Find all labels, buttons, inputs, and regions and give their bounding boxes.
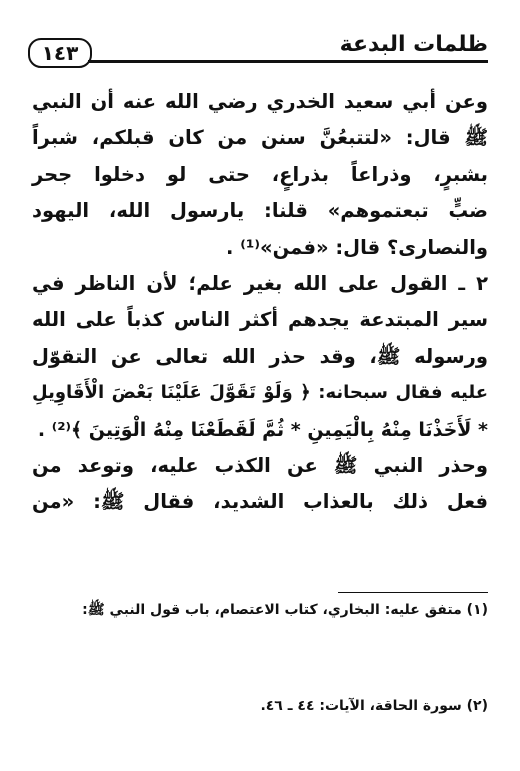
quran-verse-line: عليه فقال سبحانه: ﴿ وَلَوْ تَقَوَّلَ عَلَيْنَا بَعْضَ الْأَقَاوِيلِ [32,382,488,404]
text-line: سير المبتدعة يجدهم أكثر الناس كذباً على الله [32,308,488,332]
text-line: ٢ ـ القول على الله بغير علم؛ لأن الناظر في [32,272,488,296]
header-rule [88,60,488,63]
footnote-line [32,622,488,646]
page-header [28,30,488,70]
footnote-line [32,670,488,694]
footnote-line [32,646,488,670]
text-line: ضبٍّ تبعتموهم» قلنا: يارسول الله، اليهود [32,199,488,223]
footnote-line: (٢) سورة الحاقة، الآيات: ٤٤ ـ ٤٦. [260,698,488,714]
footnote-separator [338,592,488,593]
text-line: ﷺ قال: «لتتبعُنَّ سنن من كان قبلكم، شبراً [32,126,488,150]
text-line: فعل ذلك بالعذاب الشديد، فقال ﷺ: «من [32,490,488,514]
text-line: وحذر النبي ﷺ عن الكذب عليه، وتوعد من [32,454,488,478]
footnotes [32,598,488,718]
running-title: ظلمات البدعة [339,32,488,57]
text-line: بشبرٍ، وذراعاً بذراعٍ، حتى لو دخلوا جحر [32,162,488,186]
main-text [32,84,488,521]
text-line: ورسوله ﷺ، وقد حذر الله تعالى عن التقوّل [32,344,488,368]
text-line: وعن أبي سعيد الخدري رضي الله عنه أن النبي [32,90,488,113]
footnote-line: (١) متفق عليه: البخاري، كتاب الاعتصام، باب قول النبي ﷺ: [82,602,488,618]
quran-verse-line: * لَأَخَذْنَا مِنْهُ بِالْيَمِينِ * ثُمَّ لَقَطَعْنَا مِنْهُ الْوَتِينَ ﴾⁽²⁾ . [37,418,488,441]
page-number: ١٤٣ [28,38,92,68]
text-line: والنصارى؟ قال: «فمن»⁽¹⁾ . [226,235,488,259]
